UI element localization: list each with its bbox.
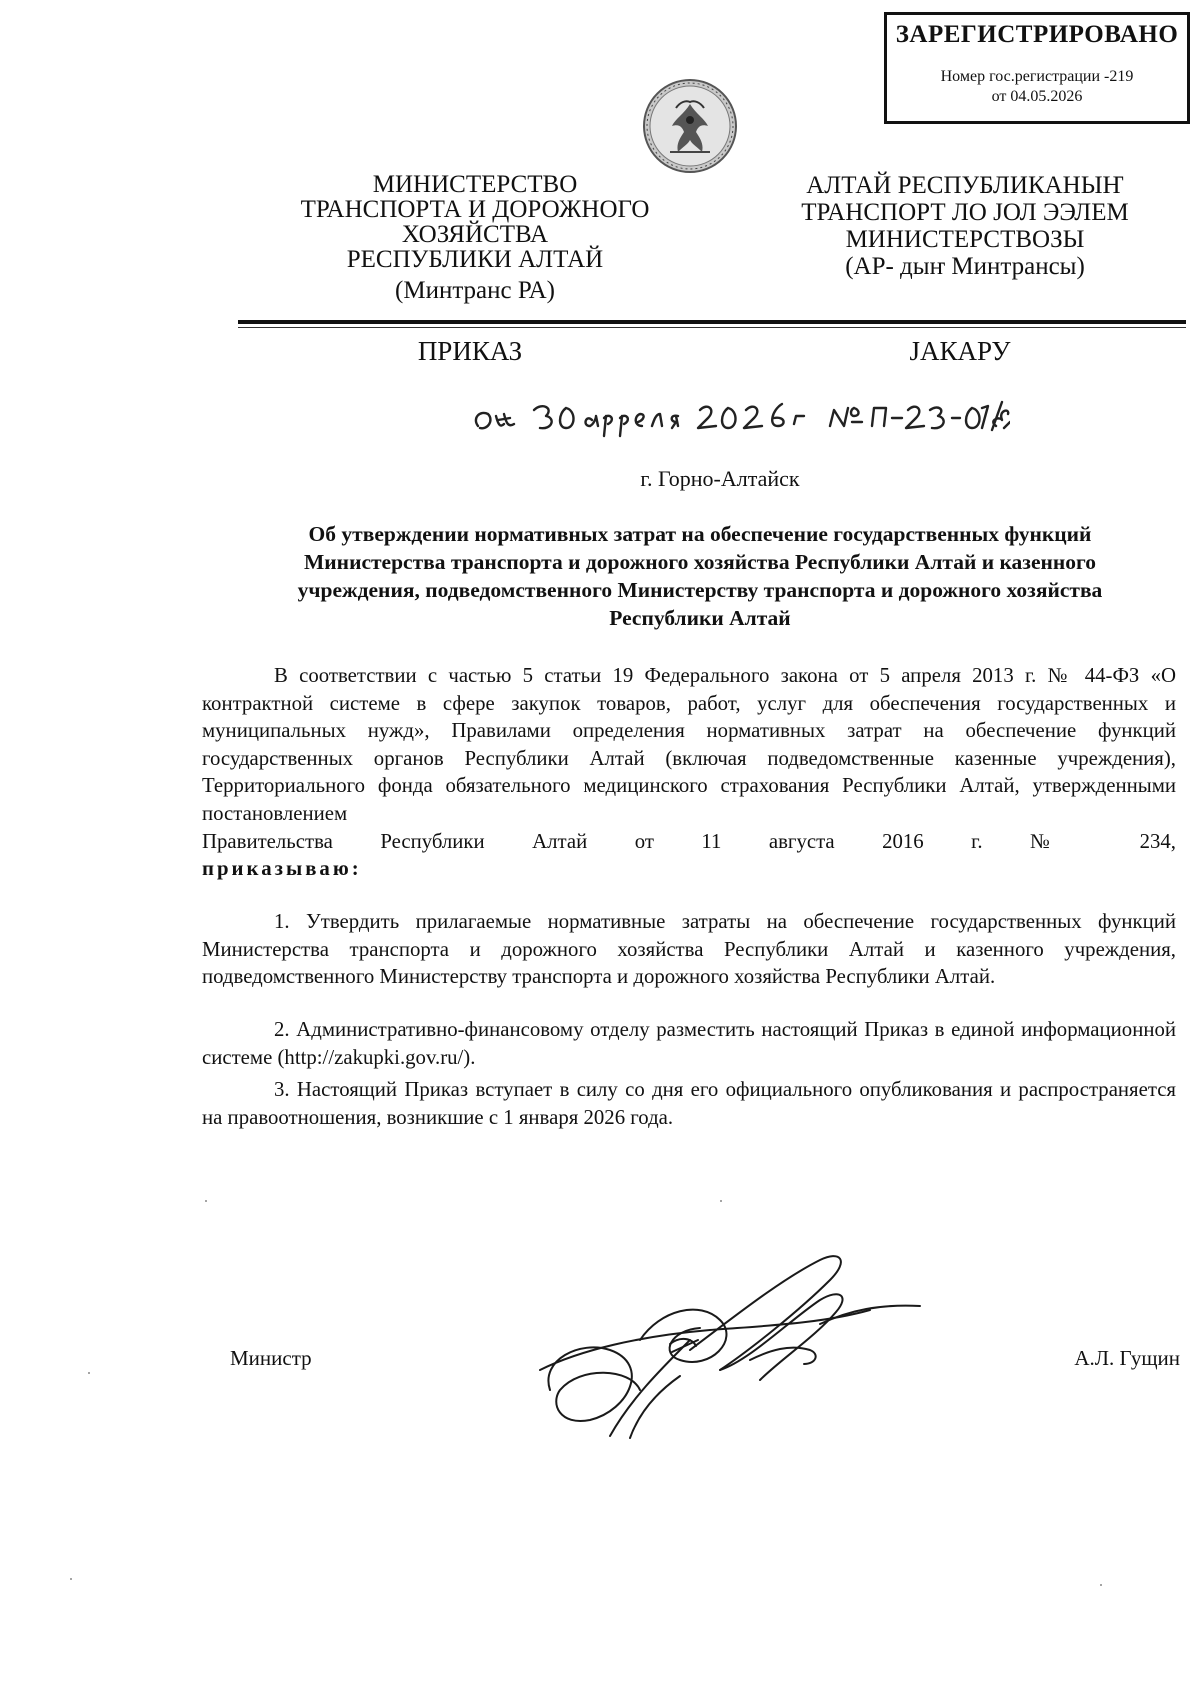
item-1-paragraph bbox=[202, 908, 1176, 991]
header-divider-thin bbox=[238, 327, 1186, 328]
scan-speck bbox=[88, 1372, 90, 1374]
scan-speck bbox=[70, 1578, 72, 1580]
header-right-line: ТРАНСПОРТ ЛО ЈОЛ ЭЭЛЕМ bbox=[801, 199, 1129, 226]
stamp-title: ЗАРЕГИСТРИРОВАНО bbox=[895, 21, 1179, 48]
preamble-paragraph bbox=[202, 662, 1176, 883]
city-name: г. Горно-Алтайск bbox=[640, 466, 800, 491]
signatory-position: Министр bbox=[230, 1346, 312, 1370]
header-right-line: АЛТАЙ РЕСПУБЛИКАНЫҤ bbox=[806, 172, 1124, 199]
handwritten-signature bbox=[520, 1240, 950, 1440]
header-left-line: РЕСПУБЛИКИ АЛТАЙ bbox=[346, 246, 604, 273]
title-line: Об утверждении нормативных затрат на обеспечение государственных функций bbox=[308, 522, 1092, 546]
order-word: приказываю: bbox=[202, 857, 362, 881]
title-line: учреждения, подведомственного Министерству транспорта и дорожного хозяйства bbox=[297, 578, 1103, 602]
header-left-line: МИНИСТЕРСТВО bbox=[372, 171, 578, 198]
header-divider bbox=[238, 320, 1186, 324]
stamp-reg-date: от 04.05.2026 bbox=[991, 88, 1083, 105]
order-label-alt: ЈАКАРУ bbox=[909, 336, 1011, 366]
handwritten-order-date-number bbox=[470, 380, 1010, 450]
header-left-abbr: (Минтранс РА) bbox=[395, 277, 555, 304]
signatory-name: А.Л. Гущин bbox=[1074, 1346, 1180, 1370]
item-2-paragraph bbox=[202, 1016, 1176, 1071]
preamble-text: В соответствии с частью 5 статьи 19 Федерального закона от 5 апреля 2013 г. № 44-ФЗ «О контрактной системе в сфере закупок товаров, работ, услуг для обеспечения государственных и муниципальных нужд», Правилами определения нормативных затрат на обеспечение функций государственных органов Республики Алтай (включая подведомственные казенные учреждения), Территориального фонда обязательного медицинского страхования Республики Алтай, утвержденными постановлением bbox=[202, 664, 1176, 825]
header-left-line: ТРАНСПОРТА И ДОРОЖНОГО bbox=[300, 196, 650, 223]
title-line: Министерства транспорта и дорожного хозяйства Республики Алтай и казенного bbox=[304, 550, 1096, 574]
stamp-reg-number: Номер гос.регистрации -219 bbox=[940, 68, 1134, 85]
header-left-line: ХОЗЯЙСТВА bbox=[401, 221, 549, 248]
item-3-paragraph bbox=[202, 1076, 1176, 1131]
item-1-text: 1. Утвердить прилагаемые нормативные затраты на обеспечение государственных функций Министерства транспорта и дорожного хозяйства Республики Алтай и казенного учреждения, подведомственного Министерству транспорта и дорожного хозяйства Республики Алтай. bbox=[202, 910, 1176, 989]
document-title bbox=[220, 520, 1180, 632]
header-right-ministry bbox=[780, 172, 1150, 280]
header-right-abbr: (АР- дыҥ Минтрансы) bbox=[845, 253, 1085, 280]
scan-speck bbox=[205, 1200, 207, 1202]
registration-stamp bbox=[884, 12, 1190, 124]
item-3-text: 3. Настоящий Приказ вступает в силу со дня его официального опубликования и распространяется на правоотношения, возникшие с 1 января 2026 года. bbox=[202, 1078, 1176, 1129]
item-2-text: 2. Административно-финансовому отделу разместить настоящий Приказ в единой информационной системе (http://zakupki.gov.ru/). bbox=[202, 1018, 1176, 1069]
header-right-line: МИНИСТЕРСТВОЗЫ bbox=[845, 226, 1085, 253]
header-left-ministry bbox=[295, 172, 655, 303]
order-label-ru: ПРИКАЗ bbox=[417, 336, 523, 366]
scan-speck bbox=[720, 1200, 722, 1202]
scan-speck bbox=[1100, 1584, 1102, 1586]
coat-of-arms-emblem-icon bbox=[640, 74, 740, 178]
preamble-last-line: Правительства Республики Алтай от 11 августа 2016 г. № 234, bbox=[202, 829, 1176, 853]
title-line: Республики Алтай bbox=[609, 606, 791, 630]
